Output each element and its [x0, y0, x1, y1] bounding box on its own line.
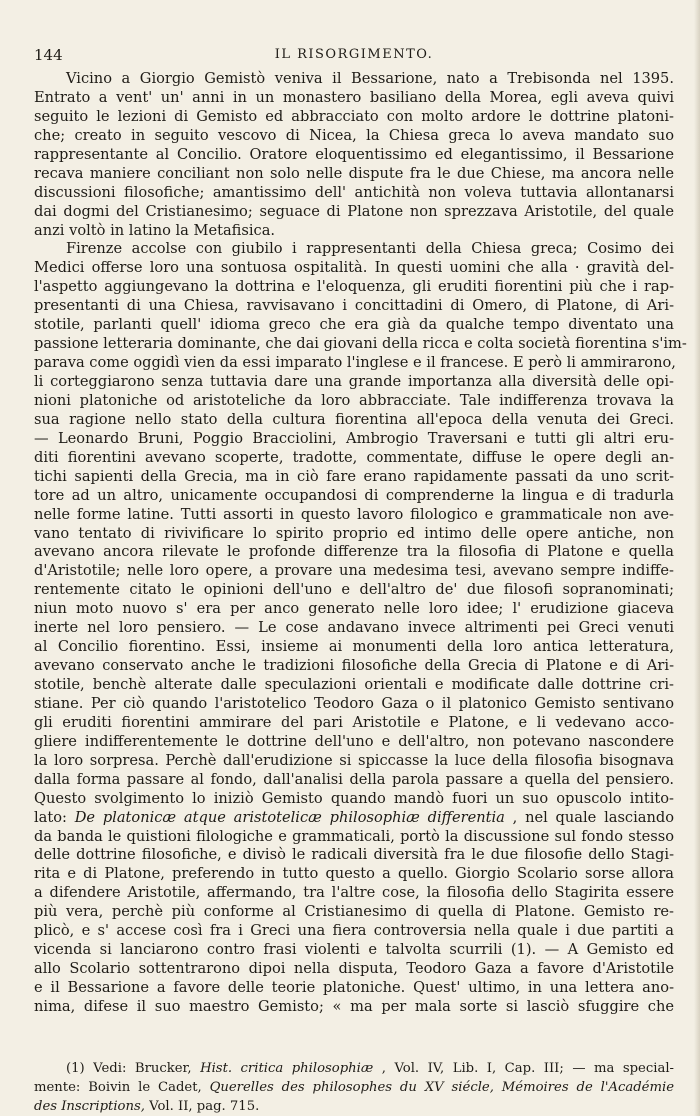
body-text-line: che; creato in seguito vescovo di Nicea, la Chiesa greca lo aveva mandato suo — [34, 126, 674, 144]
page-edge-shadow — [694, 0, 700, 1116]
body-text-line: rappresentante al Concilio. Oratore eloquentissimo ed elegantissimo, il Bessarione — [34, 145, 674, 163]
body-text-line: la loro sorpresa. Perchè dall'erudizione si spiccasse la luce della filosofia bisognava — [34, 751, 674, 769]
italic-title: Querelles des philosophes du XV siécle, Mémoires de l'Académie — [209, 1079, 675, 1095]
body-text-line: stiane. Per ciò quando l'aristotelico Teodoro Gaza o il platonico Gemisto sentivano — [34, 694, 674, 712]
body-text-line: avevano ancora rilevate le profonde differenze tra la filosofia di Platone e quella — [34, 543, 674, 561]
body-text-line: dai dogmi del Cristianesimo; seguace di Platone non sprezzava Aristotile, del quale — [34, 202, 674, 220]
footnote-line: des Inscriptions, Vol. II, pag. 715. — [34, 1098, 260, 1114]
body-text-line: tore ad un altro, unicamente occupandosi di comprenderne la lingua e di tradurla — [34, 486, 674, 504]
body-text-line: niun moto nuovo s' era per anco generato nelle loro idee; l' erudizione giaceva — [34, 600, 674, 618]
body-text-line: Medici offerse loro una sontuosa ospitalità. In questi uomini che alla · gravità del- — [34, 259, 674, 277]
italic-title: Hist. critica philosophiæ — [200, 1060, 374, 1076]
body-text-line: delle dottrine filosofiche, e divisò le radicali diversità fra le due filosofie dello Stagi- — [34, 846, 674, 864]
body-text-line: diti fiorentini avevano scoperte, tradotte, commentate, diffuse le opere degli an- — [34, 448, 674, 466]
body-text-line: dalla forma passare al fondo, dall'analisi della parola passare a quella del pensiero. — [34, 770, 674, 788]
body-text-line: nelle forme latine. Tutti assorti in questo lavoro filologico e grammaticale non ave- — [34, 505, 674, 523]
running-head: IL RISORGIMENTO. — [274, 47, 434, 62]
body-text-line: stotile, parlanti quell' idioma greco che era già da qualche tempo diventato una — [34, 316, 674, 334]
footnote — [34, 1059, 674, 1116]
page-header — [34, 46, 674, 68]
body-text-line: lato: De platonicæ atque aristotelicæ philosophiæ differentia , nel quale lasciando — [34, 808, 674, 826]
body-text-line: stotile, benchè alterate dalle speculazioni orientali e modificate dalle dottrine cri- — [34, 676, 674, 693]
body-text — [34, 70, 687, 1017]
body-text-line: nima, difese il suo maestro Gemisto; « ma per mala sorte si lasciò sfuggire che — [34, 997, 674, 1015]
body-text-line: gli eruditi fiorentini ammirare del pari Aristotile e Platone, e li vedevano acco- — [34, 713, 674, 731]
body-text-line: li corteggiarono senza tuttavia dare una grande importanza alla diversità delle opi- — [34, 373, 674, 390]
body-text-line: l'aspetto aggiungevano la dottrina e l'eloquenza, gli eruditi fiorentini più che i rap- — [34, 278, 674, 296]
body-text-line: avevano conservato anche le tradizioni filosofiche della Grecia di Platone e di Ari- — [34, 657, 674, 675]
body-text-line: recava maniere conciliant non solo nelle dispute fra le due Chiese, ma ancora nelle — [34, 164, 674, 182]
book-page — [34, 46, 687, 1116]
body-text-line: presentanti di una Chiesa, ravvisavano i concittadini di Omero, di Platone, di Ari- — [34, 297, 674, 315]
body-text-line: tichi sapienti della Grecia, ma in ciò fare erano rapidamente passati da uno scrit- — [34, 467, 674, 485]
footnote-line: (1) Vedi: Brucker, Hist. critica philosophiæ , Vol. IV, Lib. I, Cap. III; — ma special- — [66, 1060, 674, 1076]
body-text-line: da banda le quistioni filologiche e grammaticali, portò la discussione sul fondo stesso — [34, 827, 674, 845]
body-text-line: anzi voltò in latino la Metafisica. — [34, 221, 276, 239]
body-text-line: gliere indifferentemente le dottrine dell'uno e dell'altro, non potevano nascondere — [34, 732, 674, 750]
body-text-line: seguito le lezioni di Gemisto ed abbracciato con molto ardore le dottrine platoni- — [34, 107, 674, 125]
body-text-line: nioni platoniche od aristoteliche da loro abbracciate. Tale indifferenza trovava la — [34, 391, 674, 409]
body-text-line: sua ragione nello stato della cultura fiorentina all'epoca della venuta dei Greci. — [34, 410, 674, 428]
body-text-line: allo Scolario sottentrarono dipoi nella disputa, Teodoro Gaza a favore d'Aristotile — [34, 960, 674, 978]
body-text-line: e il Bessarione a favore delle teorie platoniche. Quest' ultimo, in una lettera ano- — [34, 979, 674, 996]
page-number: 144 — [34, 46, 63, 64]
body-text-line: Questo svolgimento lo iniziò Gemisto quando mandò fuori un suo opuscolo intito- — [34, 789, 674, 807]
body-text-line: parava come oggidì vien da essi imparato l'inglese e il francese. E però li ammirarono, — [34, 354, 676, 372]
body-text-line: inerte nel loro pensiero. — Le cose andavano invece altrimenti pei Greci venuti — [34, 619, 674, 637]
body-text-line: plicò, e s' accese così fra i Greci una fiera controversia nella quale i due partiti a — [34, 922, 674, 940]
italic-title: des Inscriptions, — [34, 1098, 145, 1114]
body-text-line: rita e di Platone, preferendo in tutto questo a quello. Giorgio Scolario sorse allora — [34, 865, 674, 883]
body-text-line: più vera, perchè più conforme al Cristianesimo di quella di Platone. Gemisto re- — [34, 903, 674, 921]
body-text-line: Vicino a Giorgio Gemistò veniva il Bessarione, nato a Trebisonda nel 1395. — [66, 70, 674, 87]
body-text-line: discussioni filosofiche; amantissimo dell' antichità non voleva tuttavia allontanarsi — [34, 183, 674, 201]
footnote-line: mente: Boivin le Cadet, Querelles des philosophes du XV siécle, Mémoires de l'Académie — [34, 1079, 675, 1095]
body-text-line: Entrato a vent' un' anni in un monastero basiliano della Morea, egli aveva quivi — [34, 88, 674, 106]
body-text-line: passione letteraria dominante, che dai giovani della ricca e colta società fiorentina s'im- — [34, 335, 687, 353]
body-text-line: d'Aristotile; nelle loro opere, a provare una medesima tesi, avevano sempre indiffe- — [34, 562, 674, 580]
body-text-line: rentemente citato le opinioni dell'uno e dell'altro de' due filosofi sopranominati; — [34, 581, 674, 599]
body-text-line: al Concilio fiorentino. Essi, insieme ai monumenti della loro antica letteratura, — [34, 638, 674, 656]
body-text-line: Firenze accolse con giubilo i rappresentanti della Chiesa greca; Cosimo dei — [66, 240, 674, 258]
body-text-line: a difendere Aristotile, affermando, tra l'altre cose, la filosofia dello Stagirita essere — [34, 884, 674, 902]
body-text-line: vicenda si lanciarono contro frasi violenti e talvolta scurrili (1). — A Gemisto ed — [34, 941, 674, 959]
body-text-line: — Leonardo Bruni, Poggio Bracciolini, Ambrogio Traversani e tutti gli altri eru- — [34, 429, 674, 447]
italic-title: De platonicæ atque aristotelicæ philosophiæ differentia — [74, 808, 505, 826]
body-text-line: vano tentato di rivivificare lo spirito proprio ed intimo delle opere antiche, non — [34, 524, 674, 542]
